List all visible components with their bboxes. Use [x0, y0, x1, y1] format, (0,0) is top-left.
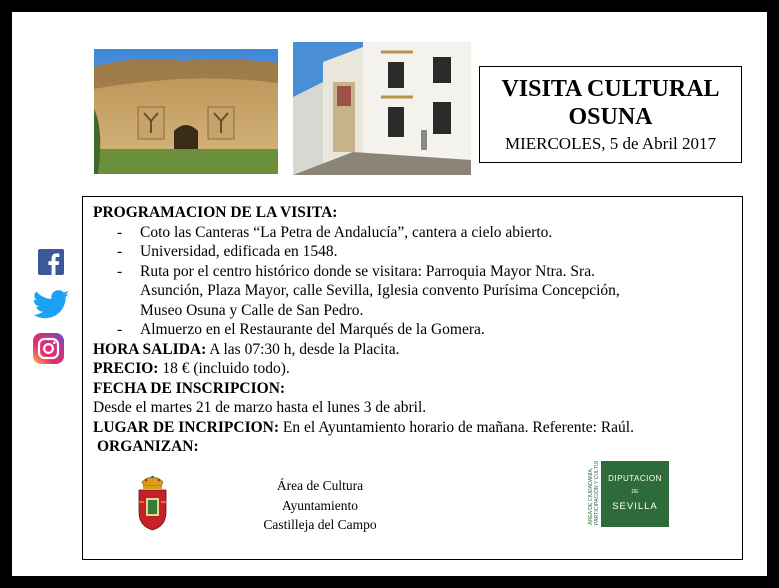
registration-place-line — [93, 418, 733, 438]
program-heading: PROGRAMACION DE LA VISITA: — [93, 204, 338, 221]
price-line — [93, 359, 733, 379]
flyer-page — [12, 12, 767, 576]
facebook-icon[interactable] — [38, 249, 64, 275]
osuna-street-photo — [293, 42, 471, 175]
diputacion-sevilla-logo — [586, 461, 669, 527]
program-item — [93, 320, 733, 340]
program-item-text: Asunción, Plaza Mayor, calle Sevilla, Iglesia convento Purísima Concepción, — [140, 282, 620, 299]
diputacion-top-text: DIPUTACION — [608, 474, 662, 483]
event-date: MIERCOLES, 5 de Abril 2017 — [504, 134, 717, 153]
departure-value: A las 07:30 h, desde la Placita. — [206, 340, 400, 358]
dash: - — [117, 262, 123, 280]
canteras-photo — [94, 49, 278, 174]
program-item-text: Universidad, edificada en 1548. — [140, 243, 338, 260]
program-item-text: Coto las Canteras “La Petra de Andalucía”, cantera a cielo abierto. — [140, 223, 553, 241]
departure-line — [93, 340, 733, 360]
program-item — [93, 242, 733, 262]
registration-date-label: FECHA DE INSCRIPCION: — [93, 379, 286, 397]
organizer-body: Ayuntamiento — [282, 497, 358, 513]
diputacion-de-text: DE — [631, 489, 639, 495]
registration-place-value: En el Ayuntamiento horario de mañana. Referente: Raúl. — [279, 418, 634, 436]
diputacion-side-text-1: ÁREA DE CIUDADANÍA, — [588, 467, 594, 525]
price-value: 18 € (incluido todo). — [158, 360, 290, 377]
price-label: PRECIO: — [93, 360, 159, 377]
organizer-area: Área de Cultura — [276, 478, 364, 493]
organizer-town: Castilleja del Campo — [263, 517, 377, 532]
event-title-box — [479, 66, 742, 163]
program-item — [93, 223, 733, 243]
dash: - — [117, 243, 123, 260]
registration-place-label: LUGAR DE INCRIPCION: — [93, 418, 280, 436]
event-location: OSUNA — [568, 104, 653, 130]
program-item-text: Museo Osuna y Calle de San Pedro. — [140, 301, 364, 319]
organizer-text — [240, 476, 400, 535]
program-item-text: Ruta por el centro histórico donde se visitara: Parroquia Mayor Ntra. Sra. — [140, 262, 595, 280]
twitter-icon[interactable] — [34, 290, 70, 320]
program-item-text: Almuerzo en el Restaurante del Marqués de la Gomera. — [140, 321, 485, 338]
diputacion-bottom-text: SEVILLA — [612, 501, 658, 512]
organizers-heading: ORGANIZAN: — [97, 438, 199, 455]
coat-of-arms-logo — [136, 472, 169, 532]
registration-date-value: Desde el martes 21 de marzo hasta el lunes 3 de abril. — [93, 399, 427, 416]
event-title: VISITA CULTURAL — [501, 76, 720, 102]
departure-label: HORA SALIDA: — [93, 340, 207, 358]
dash: - — [117, 223, 123, 241]
dash: - — [117, 321, 123, 338]
program-item — [93, 262, 733, 321]
diputacion-side-text-2: PARTICIPACIÓN Y CULTURA — [594, 461, 600, 525]
instagram-icon[interactable] — [33, 333, 64, 364]
